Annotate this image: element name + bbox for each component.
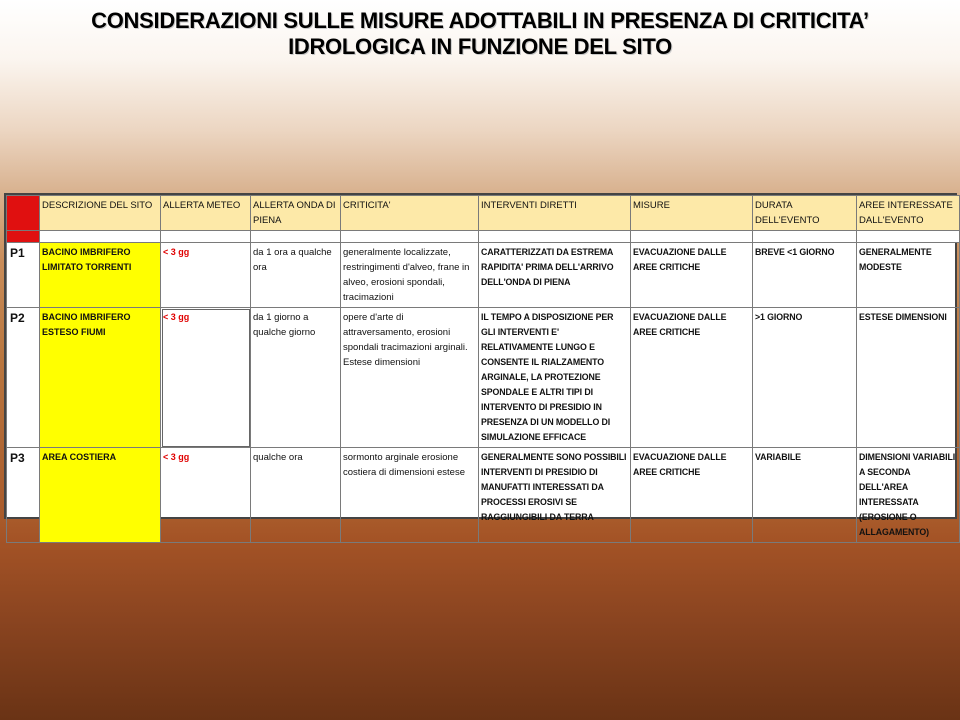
- row-label: P3: [7, 448, 40, 543]
- spacer-cell: [341, 231, 479, 243]
- cell-durata: BREVE <1 GIORNO: [753, 243, 857, 308]
- header-durata: DURATA DELL'EVENTO: [753, 196, 857, 231]
- spacer-row: [7, 231, 960, 243]
- cell-durata: VARIABILE: [753, 448, 857, 543]
- header-criticita: CRITICITA': [341, 196, 479, 231]
- cell-misure: EVACUAZIONE DALLE AREE CRITICHE: [631, 243, 753, 308]
- cell-allerta-meteo: < 3 gg: [161, 308, 251, 448]
- cell-interventi: GENERALMENTE SONO POSSIBILI INTERVENTI DI PRESIDIO DI MANUFATTI INTERESSATI DA PROCESSI EROSIVI SE RAGGIUNGIBILI DA TERRA: [479, 448, 631, 543]
- title-line-1: CONSIDERAZIONI SULLE MISURE ADOTTABILI IN PRESENZA DI CRITICITA’: [91, 8, 869, 33]
- cell-criticita: opere d'arte di attraversamento, erosioni spondali tracimazioni arginali. Estese dimensioni: [341, 308, 479, 448]
- cell-allerta-meteo: < 3 gg: [161, 243, 251, 308]
- row-label: P1: [7, 243, 40, 308]
- cell-aree: ESTESE DIMENSIONI: [857, 308, 960, 448]
- header-row: [7, 196, 960, 231]
- cell-misure: EVACUAZIONE DALLE AREE CRITICHE: [631, 448, 753, 543]
- cell-allerta-piena: da 1 giorno a qualche giorno: [251, 308, 341, 448]
- corner-cell: [7, 196, 40, 231]
- cell-descrizione: BACINO IMBRIFERO ESTESO FIUMI: [40, 308, 161, 448]
- cell-interventi: IL TEMPO A DISPOSIZIONE PER GLI INTERVENTI E' RELATIVAMENTE LUNGO E CONSENTE IL RIALZAMENTO ARGINALE, LA PROTEZIONE SPONDALE E ALTRI TIPI DI INTERVENTO DI PRESIDIO IN PRESENZA DI UN MODELLO DI SIMULAZIONE EFFICACE: [479, 308, 631, 448]
- title-line-2: IDROLOGICA IN FUNZIONE DEL SITO: [288, 34, 672, 59]
- cell-misure: EVACUAZIONE DALLE AREE CRITICHE: [631, 308, 753, 448]
- cell-aree: GENERALMENTE MODESTE: [857, 243, 960, 308]
- corner-cell-spacer: [7, 231, 40, 243]
- row-label: P2: [7, 308, 40, 448]
- measures-table-grid: [6, 195, 960, 543]
- header-interventi: INTERVENTI DIRETTI: [479, 196, 631, 231]
- cell-criticita: generalmente localizzate, restringimenti d'alveo, frane in alveo, erosioni spondali, tracimazioni: [341, 243, 479, 308]
- header-misure: MISURE: [631, 196, 753, 231]
- cell-descrizione: AREA COSTIERA: [40, 448, 161, 543]
- table-row-p2: [7, 308, 960, 448]
- header-allerta-piena: ALLERTA ONDA DI PIENA: [251, 196, 341, 231]
- table-row-p3: [7, 448, 960, 543]
- spacer-cell: [40, 231, 161, 243]
- measures-table: [4, 193, 957, 537]
- spacer-cell: [631, 231, 753, 243]
- header-allerta-meteo: ALLERTA METEO: [161, 196, 251, 231]
- cell-aree: DIMENSIONI VARIABILI A SECONDA DELL'AREA INTERESSATA (EROSIONE O ALLAGAMENTO): [857, 448, 960, 543]
- cell-interventi: CARATTERIZZATI DA ESTREMA RAPIDITA' PRIMA DELL'ARRIVO DELL'ONDA DI PIENA: [479, 243, 631, 308]
- spacer-cell: [479, 231, 631, 243]
- cell-allerta-piena: qualche ora: [251, 448, 341, 543]
- header-aree: AREE INTERESSATE DALL'EVENTO: [857, 196, 960, 231]
- spacer-cell: [753, 231, 857, 243]
- cell-descrizione: BACINO IMBRIFERO LIMITATO TORRENTI: [40, 243, 161, 308]
- cell-durata: >1 GIORNO: [753, 308, 857, 448]
- table-row-p1: [7, 243, 960, 308]
- slide-title: [0, 8, 960, 60]
- spacer-cell: [251, 231, 341, 243]
- cell-criticita: sormonto arginale erosione costiera di dimensioni estese: [341, 448, 479, 543]
- cell-allerta-meteo: < 3 gg: [161, 448, 251, 543]
- spacer-cell: [857, 231, 960, 243]
- cell-allerta-piena: da 1 ora a qualche ora: [251, 243, 341, 308]
- spacer-cell: [161, 231, 251, 243]
- header-descrizione: DESCRIZIONE DEL SITO: [40, 196, 161, 231]
